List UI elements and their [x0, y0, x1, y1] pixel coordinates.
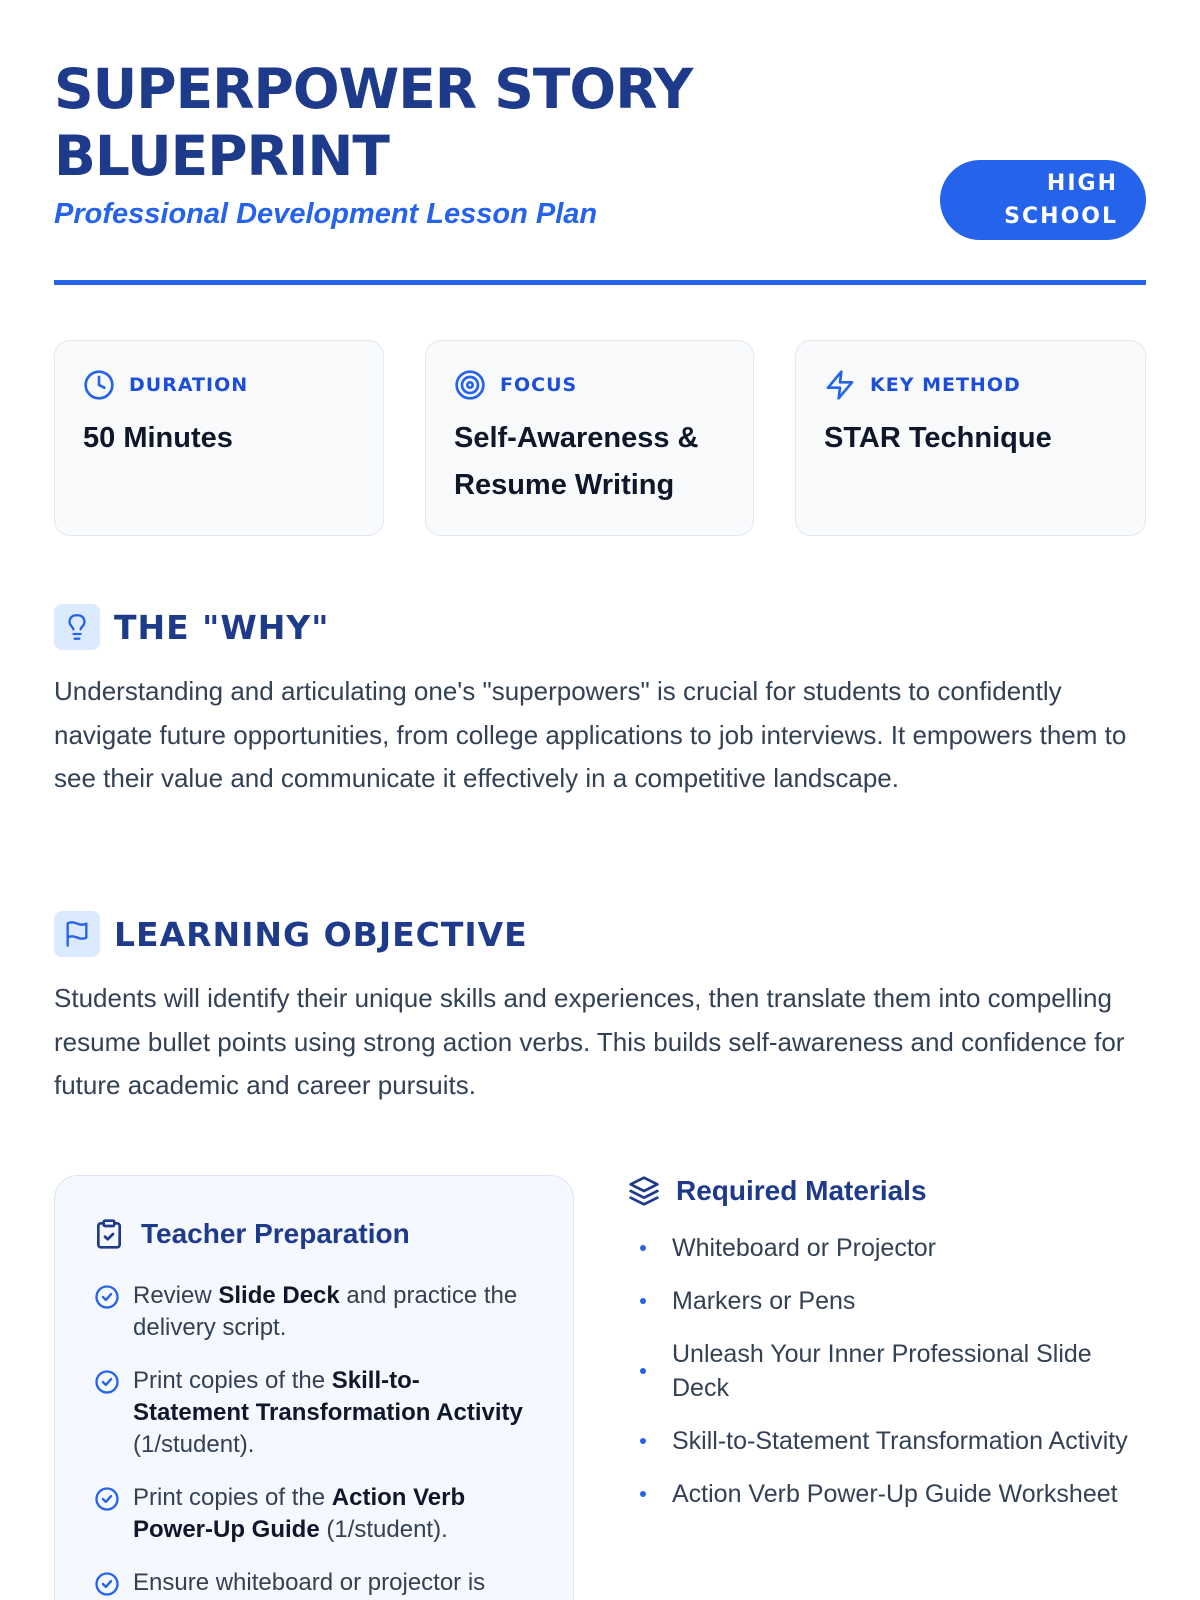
required-materials-section: [628, 1175, 1146, 1530]
check-circle-icon: [93, 1368, 121, 1396]
objective-title: LEARNING OBJECTIVE: [114, 914, 528, 954]
clipboard-check-icon: [93, 1218, 125, 1250]
focus-value: Self-Awareness & Resume Writing: [454, 422, 699, 501]
bullet-icon: [640, 1438, 646, 1444]
bullet-icon: [640, 1368, 646, 1374]
check-circle-icon: [93, 1570, 121, 1598]
clock-icon: [83, 369, 115, 401]
why-section-heading: [54, 604, 329, 650]
page-title: SUPERPOWER STORY BLUEPRINT: [54, 57, 693, 188]
why-body: Understanding and articulating one's "superpowers" is crucial for students to confidently navigate future opportunities, from college applications to job interviews. It empowers them to see their value and communicate it effectively in a competitive landscape.: [54, 676, 1127, 793]
list-item: Unleash Your Inner Professional Slide Deck: [628, 1337, 1146, 1405]
check-circle-icon: [93, 1485, 121, 1513]
key-method-card: [795, 340, 1146, 536]
list-item: Ensure whiteboard or projector is: [93, 1567, 537, 1599]
list-item: Markers or Pens: [628, 1284, 1146, 1318]
info-cards: [54, 340, 1146, 536]
bullet-icon: [640, 1298, 646, 1304]
teacher-preparation-list: [93, 1280, 537, 1599]
focus-card: [425, 340, 754, 536]
list-item: Print copies of the Skill-to-Statement Transformation Activity (1/student).: [93, 1365, 537, 1461]
target-icon: [454, 369, 486, 401]
duration-card: [54, 340, 384, 536]
page-subtitle: Professional Development Lesson Plan: [54, 198, 598, 230]
required-materials-title: Required Materials: [676, 1175, 927, 1206]
teacher-preparation-panel: [54, 1175, 574, 1600]
why-title: THE "WHY": [114, 607, 330, 647]
header-divider: [54, 280, 1146, 285]
list-item: Print copies of the Action Verb Power-Up Guide (1/student).: [93, 1482, 537, 1546]
objective-body: Students will identify their unique skills and experiences, then translate them into compelling resume bullet points using strong action verbs. This builds self-awareness and confidence for future academic and career pursuits.: [54, 983, 1125, 1100]
bullet-icon: [640, 1245, 646, 1251]
key-method-value: STAR Technique: [824, 422, 1052, 454]
list-item: Review Slide Deck and practice the delivery script.: [93, 1280, 537, 1344]
grade-level-badge: HIGH SCHOOL: [940, 160, 1146, 240]
lightbulb-icon: [63, 613, 91, 641]
objective-section-heading: [54, 911, 528, 957]
lesson-plan-page: [54, 0, 1146, 1596]
duration-label: DURATION: [129, 374, 249, 396]
teacher-preparation-title: Teacher Preparation: [141, 1218, 410, 1249]
focus-label: FOCUS: [500, 374, 578, 396]
key-method-label: KEY METHOD: [870, 374, 1021, 396]
flag-icon: [63, 920, 91, 948]
duration-value: 50 Minutes: [83, 422, 233, 454]
check-circle-icon: [93, 1283, 121, 1311]
list-item: Whiteboard or Projector: [628, 1231, 1146, 1265]
required-materials-list: [628, 1231, 1146, 1511]
list-item: Action Verb Power-Up Guide Worksheet: [628, 1477, 1146, 1511]
list-item: Skill-to-Statement Transformation Activity: [628, 1424, 1146, 1458]
bullet-icon: [640, 1491, 646, 1497]
layers-icon: [628, 1175, 660, 1207]
lightning-icon: [824, 369, 856, 401]
page-header: [54, 0, 1146, 290]
